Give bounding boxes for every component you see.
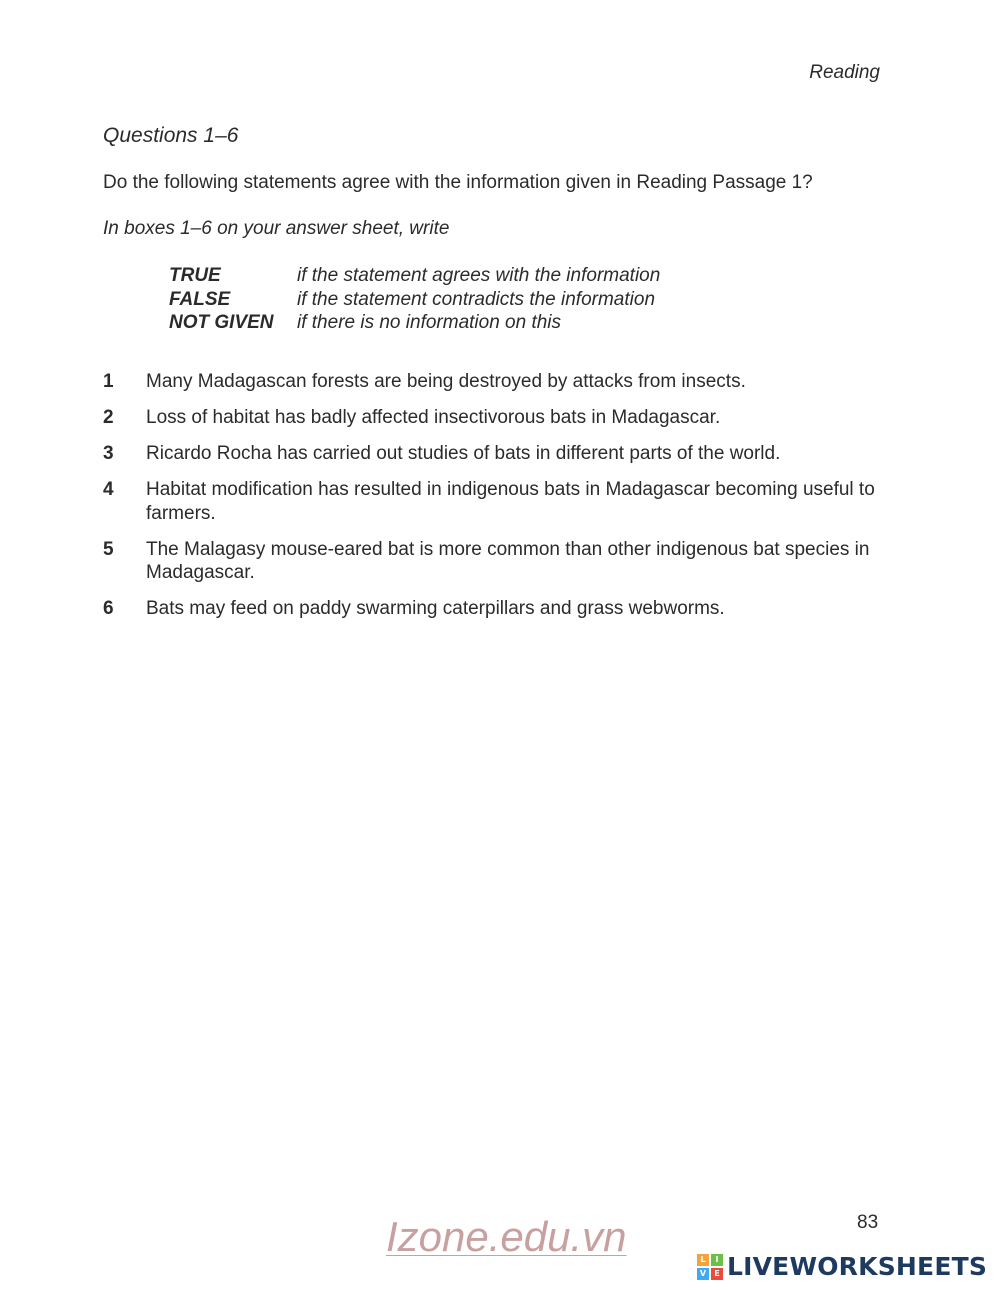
answer-key [169,264,660,335]
question-item [103,442,893,466]
answer-key-term: FALSE [169,288,231,310]
answer-key-definition: if there is no information on this [297,312,562,333]
question-text: Loss of habitat has badly affected insectivorous bats in Madagascar. [146,407,721,428]
question-item [103,370,893,394]
question-item [103,538,893,585]
answer-key-definition: if the statement contradicts the information [297,288,656,310]
question-item [103,478,893,525]
question-text: Many Madagascan forests are being destroyed by attacks from insects. [146,371,746,392]
question-number: 5 [103,538,114,560]
question-number: 3 [103,443,114,464]
sub-instruction-text: In boxes 1–6 on your answer sheet, write [103,218,450,239]
running-head-section: Reading [809,62,880,83]
answer-key-term: NOT GIVEN [169,312,274,333]
answer-key-definition: if the statement agrees with the information [297,265,661,286]
page-number: 83 [857,1212,879,1233]
logo-tile-l: L [697,1254,709,1266]
logo-tile-i: I [711,1254,723,1266]
question-number: 6 [103,598,114,619]
question-text: Ricardo Rocha has carried out studies of bats in different parts of the world. [146,443,781,464]
logo-tile-v: V [697,1268,709,1280]
answer-key-row-true [169,264,660,288]
question-number: 1 [103,371,114,392]
question-item [103,597,893,621]
question-number: 4 [103,479,114,500]
question-text: Bats may feed on paddy swarming caterpillars and grass webworms. [146,598,725,619]
answer-key-row-not-given [169,311,660,335]
instruction-text: Do the following statements agree with the information given in Reading Passage 1? [103,172,813,193]
liveworksheets-logo-icon [697,1254,723,1280]
questions-heading: Questions 1–6 [103,124,239,147]
logo-tile-e: E [711,1268,723,1280]
answer-key-term: TRUE [169,265,221,286]
question-list [103,370,893,633]
watermark-link[interactable]: Izone.edu.vn [386,1213,627,1260]
answer-key-row-false [169,288,660,312]
question-number: 2 [103,407,114,428]
question-item [103,406,893,430]
liveworksheets-wordmark: LIVEWORKSHEETS [727,1252,988,1281]
liveworksheets-brand[interactable] [697,1252,987,1281]
question-text: Habitat modification has resulted in indigenous bats in Madagascar becoming useful to farmers. [146,479,875,524]
question-text: The Malagasy mouse-eared bat is more common than other indigenous bat species in Madagascar. [146,538,870,583]
